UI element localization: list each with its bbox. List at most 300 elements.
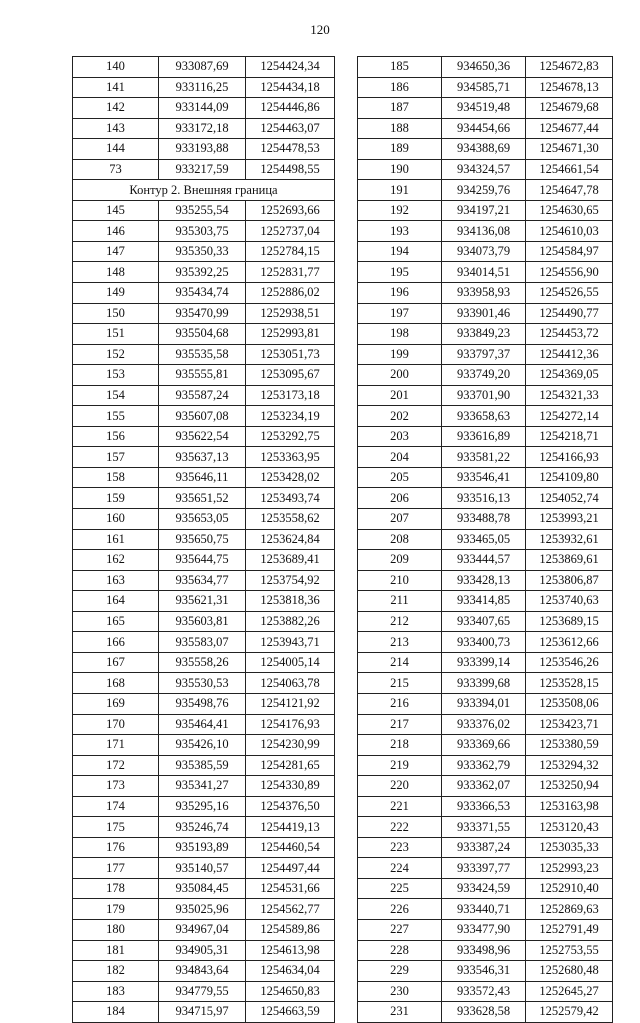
y-coordinate-cell: 1253120,43 xyxy=(526,817,613,838)
table-row xyxy=(73,673,335,694)
y-coordinate-cell: 1254176,93 xyxy=(246,714,335,735)
y-coordinate-cell: 1253508,06 xyxy=(526,693,613,714)
table-row xyxy=(73,529,335,550)
table-row xyxy=(73,324,335,345)
point-number-cell: 203 xyxy=(358,426,442,447)
table-row xyxy=(73,796,335,817)
table-row xyxy=(73,837,335,858)
point-number-cell: 142 xyxy=(73,98,159,119)
y-coordinate-cell: 1254453,72 xyxy=(526,324,613,345)
y-coordinate-cell: 1254369,05 xyxy=(526,365,613,386)
x-coordinate-cell: 935558,26 xyxy=(159,652,246,673)
x-coordinate-cell: 935084,45 xyxy=(159,878,246,899)
table-row xyxy=(73,652,335,673)
y-coordinate-cell: 1254109,80 xyxy=(526,467,613,488)
point-number-cell: 231 xyxy=(358,1002,442,1023)
table-row xyxy=(358,118,613,139)
y-coordinate-cell: 1254424,34 xyxy=(246,57,335,78)
point-number-cell: 209 xyxy=(358,550,442,571)
point-number-cell: 189 xyxy=(358,139,442,160)
point-number-cell: 220 xyxy=(358,776,442,797)
table-row xyxy=(73,77,335,98)
table-row xyxy=(358,776,613,797)
point-number-cell: 227 xyxy=(358,919,442,940)
x-coordinate-cell: 934967,04 xyxy=(159,919,246,940)
y-coordinate-cell: 1253380,59 xyxy=(526,735,613,756)
y-coordinate-cell: 1253035,33 xyxy=(526,837,613,858)
x-coordinate-cell: 933546,31 xyxy=(442,961,526,982)
point-number-cell: 225 xyxy=(358,878,442,899)
table-row xyxy=(73,899,335,920)
point-number-cell: 229 xyxy=(358,961,442,982)
y-coordinate-cell: 1253943,71 xyxy=(246,632,335,653)
x-coordinate-cell: 933376,02 xyxy=(442,714,526,735)
y-coordinate-cell: 1254005,14 xyxy=(246,652,335,673)
table-row xyxy=(73,858,335,879)
x-coordinate-cell: 934014,51 xyxy=(442,262,526,283)
x-coordinate-cell: 935634,77 xyxy=(159,570,246,591)
point-number-cell: 193 xyxy=(358,221,442,242)
y-coordinate-cell: 1252737,04 xyxy=(246,221,335,242)
point-number-cell: 160 xyxy=(73,509,159,530)
table-row xyxy=(358,755,613,776)
table-row xyxy=(358,406,613,427)
point-number-cell: 196 xyxy=(358,283,442,304)
y-coordinate-cell: 1253869,61 xyxy=(526,550,613,571)
table-row xyxy=(73,118,335,139)
table-row xyxy=(73,303,335,324)
table-row xyxy=(73,447,335,468)
point-number-cell: 213 xyxy=(358,632,442,653)
table-row xyxy=(358,303,613,324)
table-row xyxy=(73,981,335,1002)
point-number-cell: 183 xyxy=(73,981,159,1002)
point-number-cell: 194 xyxy=(358,241,442,262)
y-coordinate-cell: 1254663,59 xyxy=(246,1002,335,1023)
section-title: Контур 2. Внешняя граница xyxy=(73,180,335,201)
y-coordinate-cell: 1252753,55 xyxy=(526,940,613,961)
table-row xyxy=(358,467,613,488)
table-row xyxy=(73,570,335,591)
point-number-cell: 179 xyxy=(73,899,159,920)
y-coordinate-cell: 1254478,53 xyxy=(246,139,335,160)
point-number-cell: 164 xyxy=(73,591,159,612)
x-coordinate-cell: 935193,89 xyxy=(159,837,246,858)
table-row xyxy=(358,796,613,817)
page-number: 120 xyxy=(310,22,330,37)
x-coordinate-cell: 933424,59 xyxy=(442,878,526,899)
table-row xyxy=(73,509,335,530)
x-coordinate-cell: 934905,31 xyxy=(159,940,246,961)
point-number-cell: 206 xyxy=(358,488,442,509)
y-coordinate-cell: 1254647,78 xyxy=(526,180,613,201)
point-number-cell: 210 xyxy=(358,570,442,591)
x-coordinate-cell: 935622,54 xyxy=(159,426,246,447)
point-number-cell: 219 xyxy=(358,755,442,776)
y-coordinate-cell: 1253250,94 xyxy=(526,776,613,797)
point-number-cell: 198 xyxy=(358,324,442,345)
point-number-cell: 155 xyxy=(73,406,159,427)
y-coordinate-cell: 1252784,15 xyxy=(246,241,335,262)
table-row xyxy=(73,200,335,221)
table-row xyxy=(73,488,335,509)
y-coordinate-cell: 1253689,15 xyxy=(526,611,613,632)
point-number-cell: 151 xyxy=(73,324,159,345)
y-coordinate-cell: 1253818,36 xyxy=(246,591,335,612)
point-number-cell: 178 xyxy=(73,878,159,899)
y-coordinate-cell: 1254610,03 xyxy=(526,221,613,242)
table-row xyxy=(358,262,613,283)
y-coordinate-cell: 1252938,51 xyxy=(246,303,335,324)
y-coordinate-cell: 1254498,55 xyxy=(246,159,335,180)
table-row xyxy=(73,406,335,427)
table-row xyxy=(358,509,613,530)
table-row xyxy=(358,283,613,304)
y-coordinate-cell: 1254531,66 xyxy=(246,878,335,899)
x-coordinate-cell: 933477,90 xyxy=(442,919,526,940)
x-coordinate-cell: 934650,36 xyxy=(442,57,526,78)
x-coordinate-cell: 933116,25 xyxy=(159,77,246,98)
point-number-cell: 168 xyxy=(73,673,159,694)
x-coordinate-cell: 934779,55 xyxy=(159,981,246,1002)
table-row xyxy=(73,426,335,447)
table-row xyxy=(358,735,613,756)
y-coordinate-cell: 1253051,73 xyxy=(246,344,335,365)
y-coordinate-cell: 1254063,78 xyxy=(246,673,335,694)
y-coordinate-cell: 1254584,97 xyxy=(526,241,613,262)
point-number-cell: 222 xyxy=(358,817,442,838)
point-number-cell: 204 xyxy=(358,447,442,468)
y-coordinate-cell: 1254230,99 xyxy=(246,735,335,756)
x-coordinate-cell: 933362,07 xyxy=(442,776,526,797)
table-row xyxy=(358,878,613,899)
point-number-cell: 223 xyxy=(358,837,442,858)
point-number-cell: 184 xyxy=(73,1002,159,1023)
table-row xyxy=(73,467,335,488)
table-row xyxy=(358,570,613,591)
y-coordinate-cell: 1253173,18 xyxy=(246,385,335,406)
point-number-cell: 158 xyxy=(73,467,159,488)
table-row xyxy=(358,139,613,160)
x-coordinate-cell: 933572,43 xyxy=(442,981,526,1002)
table-row xyxy=(73,591,335,612)
point-number-cell: 140 xyxy=(73,57,159,78)
x-coordinate-cell: 935392,25 xyxy=(159,262,246,283)
y-coordinate-cell: 1254463,07 xyxy=(246,118,335,139)
table-row xyxy=(358,693,613,714)
y-coordinate-cell: 1252693,66 xyxy=(246,200,335,221)
table-row xyxy=(358,817,613,838)
x-coordinate-cell: 933399,68 xyxy=(442,673,526,694)
y-coordinate-cell: 1254490,77 xyxy=(526,303,613,324)
x-coordinate-cell: 933414,85 xyxy=(442,591,526,612)
y-coordinate-cell: 1253528,15 xyxy=(526,673,613,694)
x-coordinate-cell: 935587,24 xyxy=(159,385,246,406)
table-row xyxy=(73,385,335,406)
x-coordinate-cell: 935621,31 xyxy=(159,591,246,612)
table-row xyxy=(358,1002,613,1023)
table-row xyxy=(358,241,613,262)
table-row xyxy=(73,693,335,714)
table-row xyxy=(358,344,613,365)
table-row xyxy=(358,632,613,653)
x-coordinate-cell: 933387,24 xyxy=(442,837,526,858)
x-coordinate-cell: 933362,79 xyxy=(442,755,526,776)
x-coordinate-cell: 934197,21 xyxy=(442,200,526,221)
x-coordinate-cell: 933397,77 xyxy=(442,858,526,879)
x-coordinate-cell: 934388,69 xyxy=(442,139,526,160)
y-coordinate-cell: 1253993,21 xyxy=(526,509,613,530)
point-number-cell: 154 xyxy=(73,385,159,406)
point-number-cell: 218 xyxy=(358,735,442,756)
y-coordinate-cell: 1254634,04 xyxy=(246,961,335,982)
point-number-cell: 226 xyxy=(358,899,442,920)
point-number-cell: 195 xyxy=(358,262,442,283)
x-coordinate-cell: 935504,68 xyxy=(159,324,246,345)
table-row xyxy=(358,77,613,98)
y-coordinate-cell: 1253493,74 xyxy=(246,488,335,509)
table-row xyxy=(73,714,335,735)
y-coordinate-cell: 1253234,19 xyxy=(246,406,335,427)
y-coordinate-cell: 1254678,13 xyxy=(526,77,613,98)
point-number-cell: 171 xyxy=(73,735,159,756)
y-coordinate-cell: 1253689,41 xyxy=(246,550,335,571)
table-row xyxy=(73,241,335,262)
x-coordinate-cell: 935255,54 xyxy=(159,200,246,221)
x-coordinate-cell: 933394,01 xyxy=(442,693,526,714)
x-coordinate-cell: 933217,59 xyxy=(159,159,246,180)
table-row xyxy=(358,714,613,735)
table-row xyxy=(73,365,335,386)
x-coordinate-cell: 933400,73 xyxy=(442,632,526,653)
y-coordinate-cell: 1254630,65 xyxy=(526,200,613,221)
point-number-cell: 153 xyxy=(73,365,159,386)
x-coordinate-cell: 933369,66 xyxy=(442,735,526,756)
table-row xyxy=(358,98,613,119)
table-row xyxy=(73,940,335,961)
x-coordinate-cell: 935653,05 xyxy=(159,509,246,530)
point-number-cell: 187 xyxy=(358,98,442,119)
table-row xyxy=(358,550,613,571)
y-coordinate-cell: 1253292,75 xyxy=(246,426,335,447)
y-coordinate-cell: 1252993,23 xyxy=(526,858,613,879)
table-row xyxy=(358,591,613,612)
x-coordinate-cell: 935341,27 xyxy=(159,776,246,797)
y-coordinate-cell: 1254376,50 xyxy=(246,796,335,817)
point-number-cell: 181 xyxy=(73,940,159,961)
y-coordinate-cell: 1252910,40 xyxy=(526,878,613,899)
y-coordinate-cell: 1252869,63 xyxy=(526,899,613,920)
point-number-cell: 177 xyxy=(73,858,159,879)
y-coordinate-cell: 1254562,77 xyxy=(246,899,335,920)
y-coordinate-cell: 1254446,86 xyxy=(246,98,335,119)
point-number-cell: 146 xyxy=(73,221,159,242)
x-coordinate-cell: 935607,08 xyxy=(159,406,246,427)
table-row xyxy=(358,981,613,1002)
y-coordinate-cell: 1254556,90 xyxy=(526,262,613,283)
x-coordinate-cell: 935535,58 xyxy=(159,344,246,365)
y-coordinate-cell: 1253546,26 xyxy=(526,652,613,673)
point-number-cell: 175 xyxy=(73,817,159,838)
table-row xyxy=(73,632,335,653)
y-coordinate-cell: 1254661,54 xyxy=(526,159,613,180)
table-row xyxy=(73,878,335,899)
point-number-cell: 191 xyxy=(358,180,442,201)
point-number-cell: 200 xyxy=(358,365,442,386)
x-coordinate-cell: 933616,89 xyxy=(442,426,526,447)
y-coordinate-cell: 1252645,27 xyxy=(526,981,613,1002)
point-number-cell: 172 xyxy=(73,755,159,776)
x-coordinate-cell: 933465,05 xyxy=(442,529,526,550)
y-coordinate-cell: 1254497,44 xyxy=(246,858,335,879)
point-number-cell: 188 xyxy=(358,118,442,139)
x-coordinate-cell: 933628,58 xyxy=(442,1002,526,1023)
x-coordinate-cell: 933371,55 xyxy=(442,817,526,838)
x-coordinate-cell: 935583,07 xyxy=(159,632,246,653)
x-coordinate-cell: 933172,18 xyxy=(159,118,246,139)
x-coordinate-cell: 935651,52 xyxy=(159,488,246,509)
y-coordinate-cell: 1253754,92 xyxy=(246,570,335,591)
x-coordinate-cell: 933498,96 xyxy=(442,940,526,961)
y-coordinate-cell: 1254419,13 xyxy=(246,817,335,838)
table-row xyxy=(358,57,613,78)
point-number-cell: 230 xyxy=(358,981,442,1002)
y-coordinate-cell: 1254671,30 xyxy=(526,139,613,160)
y-coordinate-cell: 1254589,86 xyxy=(246,919,335,940)
y-coordinate-cell: 1254121,92 xyxy=(246,693,335,714)
y-coordinate-cell: 1254434,18 xyxy=(246,77,335,98)
point-number-cell: 224 xyxy=(358,858,442,879)
point-number-cell: 207 xyxy=(358,509,442,530)
table-row xyxy=(73,283,335,304)
point-number-cell: 182 xyxy=(73,961,159,982)
y-coordinate-cell: 1253363,95 xyxy=(246,447,335,468)
y-coordinate-cell: 1254281,65 xyxy=(246,755,335,776)
y-coordinate-cell: 1252993,81 xyxy=(246,324,335,345)
point-number-cell: 197 xyxy=(358,303,442,324)
x-coordinate-cell: 933849,23 xyxy=(442,324,526,345)
table-row xyxy=(358,611,613,632)
x-coordinate-cell: 935644,75 xyxy=(159,550,246,571)
x-coordinate-cell: 933546,41 xyxy=(442,467,526,488)
x-coordinate-cell: 933407,65 xyxy=(442,611,526,632)
table-row xyxy=(73,776,335,797)
point-number-cell: 228 xyxy=(358,940,442,961)
y-coordinate-cell: 1254218,71 xyxy=(526,426,613,447)
table-row xyxy=(73,735,335,756)
x-coordinate-cell: 935637,13 xyxy=(159,447,246,468)
x-coordinate-cell: 933444,57 xyxy=(442,550,526,571)
point-number-cell: 148 xyxy=(73,262,159,283)
table-row xyxy=(358,180,613,201)
y-coordinate-cell: 1254677,44 xyxy=(526,118,613,139)
point-number-cell: 162 xyxy=(73,550,159,571)
x-coordinate-cell: 934136,08 xyxy=(442,221,526,242)
x-coordinate-cell: 933440,71 xyxy=(442,899,526,920)
x-coordinate-cell: 935646,11 xyxy=(159,467,246,488)
point-number-cell: 211 xyxy=(358,591,442,612)
x-coordinate-cell: 933087,69 xyxy=(159,57,246,78)
x-coordinate-cell: 935295,16 xyxy=(159,796,246,817)
point-number-cell: 214 xyxy=(358,652,442,673)
table-row xyxy=(358,858,613,879)
point-number-cell: 159 xyxy=(73,488,159,509)
point-number-cell: 147 xyxy=(73,241,159,262)
y-coordinate-cell: 1253558,62 xyxy=(246,509,335,530)
table-row xyxy=(358,447,613,468)
x-coordinate-cell: 934454,66 xyxy=(442,118,526,139)
point-number-cell: 215 xyxy=(358,673,442,694)
y-coordinate-cell: 1252579,42 xyxy=(526,1002,613,1023)
table-row xyxy=(73,1002,335,1023)
x-coordinate-cell: 935498,76 xyxy=(159,693,246,714)
y-coordinate-cell: 1254460,54 xyxy=(246,837,335,858)
table-row xyxy=(358,159,613,180)
x-coordinate-cell: 935303,75 xyxy=(159,221,246,242)
point-number-cell: 208 xyxy=(358,529,442,550)
x-coordinate-cell: 933399,14 xyxy=(442,652,526,673)
x-coordinate-cell: 933958,93 xyxy=(442,283,526,304)
table-row xyxy=(73,139,335,160)
table-row xyxy=(73,344,335,365)
y-coordinate-cell: 1253294,32 xyxy=(526,755,613,776)
table-row xyxy=(73,961,335,982)
table-row xyxy=(358,961,613,982)
point-number-cell: 192 xyxy=(358,200,442,221)
y-coordinate-cell: 1254321,33 xyxy=(526,385,613,406)
x-coordinate-cell: 933749,20 xyxy=(442,365,526,386)
point-number-cell: 190 xyxy=(358,159,442,180)
point-number-cell: 212 xyxy=(358,611,442,632)
x-coordinate-cell: 933193,88 xyxy=(159,139,246,160)
x-coordinate-cell: 935385,59 xyxy=(159,755,246,776)
point-number-cell: 199 xyxy=(358,344,442,365)
table-row xyxy=(73,919,335,940)
point-number-cell: 156 xyxy=(73,426,159,447)
point-number-cell: 141 xyxy=(73,77,159,98)
x-coordinate-cell: 933488,78 xyxy=(442,509,526,530)
table-row xyxy=(358,365,613,386)
y-coordinate-cell: 1254613,98 xyxy=(246,940,335,961)
point-number-cell: 186 xyxy=(358,77,442,98)
point-number-cell: 149 xyxy=(73,283,159,304)
point-number-cell: 166 xyxy=(73,632,159,653)
table-row xyxy=(73,262,335,283)
table-row xyxy=(358,940,613,961)
y-coordinate-cell: 1253612,66 xyxy=(526,632,613,653)
x-coordinate-cell: 934715,97 xyxy=(159,1002,246,1023)
point-number-cell: 150 xyxy=(73,303,159,324)
x-coordinate-cell: 934843,64 xyxy=(159,961,246,982)
y-coordinate-cell: 1253428,02 xyxy=(246,467,335,488)
table-row xyxy=(358,837,613,858)
table-row xyxy=(358,426,613,447)
x-coordinate-cell: 933144,09 xyxy=(159,98,246,119)
point-number-cell: 205 xyxy=(358,467,442,488)
point-number-cell: 167 xyxy=(73,652,159,673)
table-row xyxy=(358,673,613,694)
point-number-cell: 157 xyxy=(73,447,159,468)
x-coordinate-cell: 935470,99 xyxy=(159,303,246,324)
point-number-cell: 165 xyxy=(73,611,159,632)
x-coordinate-cell: 935426,10 xyxy=(159,735,246,756)
x-coordinate-cell: 933797,37 xyxy=(442,344,526,365)
x-coordinate-cell: 935434,74 xyxy=(159,283,246,304)
table-row xyxy=(358,529,613,550)
table-row xyxy=(73,550,335,571)
table-row xyxy=(73,817,335,838)
x-coordinate-cell: 935650,75 xyxy=(159,529,246,550)
